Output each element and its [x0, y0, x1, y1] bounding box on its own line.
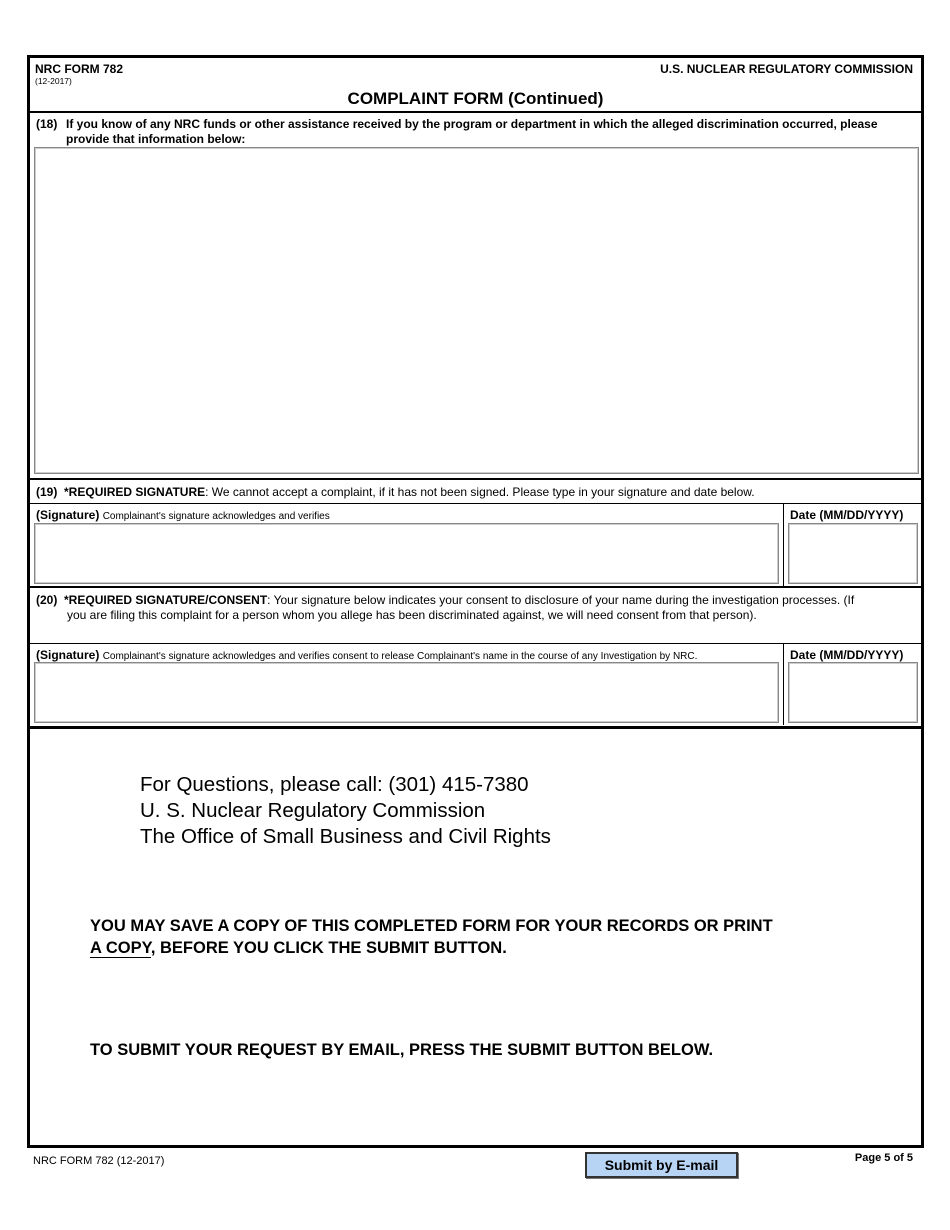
q20-date-label: Date (MM/DD/YYYY) [790, 648, 904, 662]
q19-date-header [790, 508, 903, 522]
footer-form-id: NRC FORM 782 (12-2017) [33, 1155, 165, 1167]
q20-signature-desc: Complainant's signature acknowledges and verifies consent to release Complainant's name in the course of any Investigation by NRC. [102, 651, 698, 662]
page-number: Page 5 of 5 [854, 1152, 913, 1164]
form-header [30, 58, 921, 113]
divider [30, 478, 921, 480]
q19-date-label: Date (MM/DD/YYYY) [790, 508, 904, 522]
save-notice-line1: YOU MAY SAVE A COPY OF THIS COMPLETED FORM FOR YOUR RECORDS OR PRINT [90, 917, 773, 935]
q20-text-line2: you are filing this complaint for a person whom you allege has been discriminated against, we will need consent from that person). [67, 608, 757, 622]
submit-email-button[interactable]: Submit by E-mail [585, 1152, 738, 1178]
submit-instruction: TO SUBMIT YOUR REQUEST BY EMAIL, PRESS THE SUBMIT BUTTON BELOW. [90, 1041, 714, 1059]
page-title: COMPLAINT FORM (Continued) [347, 89, 604, 108]
q18-text-line2: provide that information below: [66, 132, 246, 146]
q19-signature-header [36, 508, 330, 524]
q19-number: (19) [36, 485, 58, 499]
save-notice-underlined: A COPY [90, 939, 151, 957]
save-notice-line2: , BEFORE YOU CLICK THE SUBMIT BUTTON. [150, 939, 507, 957]
column-divider [783, 503, 784, 586]
divider [30, 503, 921, 504]
q18-funds-textarea[interactable] [34, 147, 919, 474]
q19-signature-field[interactable] [34, 523, 779, 584]
contact-info [140, 772, 551, 850]
q20-text: : Your signature below indicates your consent to disclosure of your name during the investigation processes. (If [267, 593, 855, 607]
q18-label [36, 117, 906, 147]
q20-signature-label: (Signature) [36, 648, 100, 662]
save-copy-notice [90, 915, 890, 959]
q18-number: (18) [36, 117, 58, 131]
q20-signature-field[interactable] [34, 662, 779, 723]
q20-date-field[interactable] [788, 662, 918, 723]
agency-name: U.S. NUCLEAR REGULATORY COMMISSION [660, 62, 913, 76]
form-number: NRC FORM 782 [35, 62, 124, 76]
q20-date-header [790, 648, 903, 662]
q19-signature-label: (Signature) [36, 508, 100, 522]
form-revision: (12-2017) [35, 76, 72, 86]
q19-text: : We cannot accept a complaint, if it has not been signed. Please type in your signature and date below. [205, 485, 755, 499]
contact-office: The Office of Small Business and Civil Rights [140, 825, 551, 848]
q19-required: *REQUIRED SIGNATURE [64, 485, 206, 499]
form-frame [27, 55, 924, 1148]
divider [30, 726, 921, 729]
q20-label [36, 593, 906, 623]
contact-phone: For Questions, please call: (301) 415-7380 [140, 773, 529, 796]
divider [30, 586, 921, 588]
q19-signature-desc: Complainant's signature acknowledges and verifies [102, 511, 330, 522]
q19-date-field[interactable] [788, 523, 918, 584]
q19-label [36, 485, 755, 500]
q20-number: (20) [36, 593, 58, 607]
contact-agency: U. S. Nuclear Regulatory Commission [140, 799, 486, 822]
q20-required: *REQUIRED SIGNATURE/CONSENT [64, 593, 268, 607]
column-divider [783, 643, 784, 725]
divider [30, 643, 921, 644]
q18-text-line1: If you know of any NRC funds or other assistance received by the program or department in which the alleged discrimination occurred, please [66, 117, 878, 131]
